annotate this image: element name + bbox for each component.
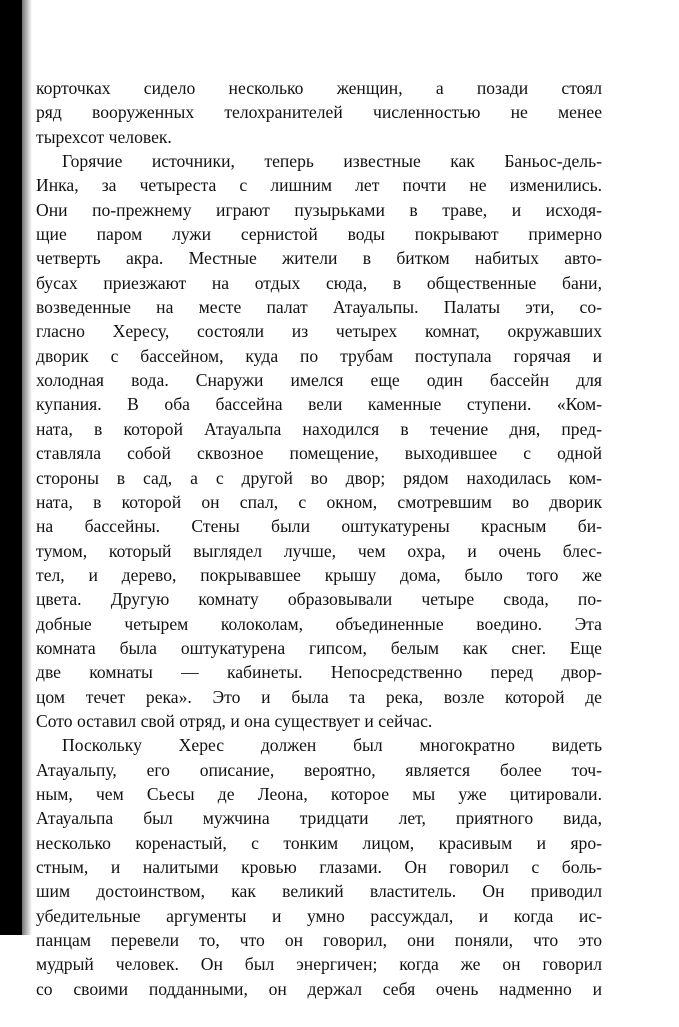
text-line: Атауальпу, его описание, вероятно, является более точ- (36, 759, 602, 780)
paragraph-first-line: Горячие источники, теперь известные как Баньос-дель- (62, 151, 602, 172)
text-line: ставляла собой сквозное помещение, выходившее с одной (36, 443, 602, 464)
text-line: убедительные аргументы и умно рассуждал, и когда ис- (36, 905, 602, 926)
text-line: цом течет река». Это и была та река, возле которой де (36, 686, 602, 707)
text-line: тел, и дерево, покрывавшее крышу дома, было того же (36, 564, 602, 585)
text-line: стным, и налитыми кровью глазами. Он говорил с боль- (36, 857, 602, 877)
scan-binding-shadow (0, 0, 22, 935)
text-line: панцам перевели то, что он говорил, они поняли, что это (36, 930, 602, 951)
text-line: ната, в которой он спал, с окном, смотревшим во дворик (36, 491, 602, 512)
text-line: шим достоинством, как великий властитель. Он приводил (36, 881, 602, 902)
text-line: цвета. Другую комнату образовывали четыре свода, по- (36, 589, 602, 610)
text-line: корточках сидело несколько женщин, а позади стоял (36, 78, 602, 98)
text-line: на бассейны. Стены были оштукатурены красным би- (36, 516, 602, 537)
text-line: гласно Хересу, состояли из четырех комнат, окружавших (36, 321, 602, 342)
text-line: Атауальпа был мужчина тридцати лет, приятного вида, (36, 808, 602, 829)
text-line: четверть акра. Местные жители в битком набитых авто- (36, 248, 602, 269)
text-line: щие паром лужи сернистой воды покрывают примерно (36, 224, 602, 245)
text-line: бусах приезжают на отдых сюда, в общественные бани, (36, 272, 602, 293)
text-line: Они по-прежнему играют пузырьками в траве, и исходя- (36, 199, 602, 220)
text-line: ряд вооруженных телохранителей численностью не менее (36, 102, 602, 123)
text-line: стороны в сад, а с другой во двор; рядом находилась ком- (36, 467, 602, 488)
text-line: купания. В оба бассейна вели каменные ступени. «Ком- (36, 394, 602, 415)
page-body-text (36, 76, 602, 1001)
text-line: Инка, за четыреста с лишним лет почти не изменились. (36, 175, 602, 196)
text-line: тырехсот человек. (36, 126, 172, 147)
text-line: тумом, который выглядел лучше, чем охра, и очень блес- (36, 540, 602, 561)
text-line: две комнаты — кабинеты. Непосредственно перед двор- (36, 662, 602, 683)
text-line: холодная вода. Снаружи имелся еще один бассейн для (36, 370, 602, 391)
text-line: несколько коренастый, с тонким лицом, красивым и яро- (36, 832, 602, 853)
text-line: Сото оставил свой отряд, и она существует и сейчас. (36, 710, 433, 731)
text-line: комната была оштукатурена гипсом, белым как снег. Еще (36, 637, 602, 658)
text-line: возведенные на месте палат Атауальпы. Палаты эти, со- (36, 297, 602, 318)
paragraph-first-line: Поскольку Херес должен был многократно видеть (62, 735, 602, 756)
text-line: ным, чем Сьесы де Леона, которое мы уже цитировали. (36, 783, 602, 804)
text-line: мудрый человек. Он был энергичен; когда же он говорил (36, 954, 602, 975)
text-line: дворик с бассейном, куда по трубам поступала горячая и (36, 345, 602, 366)
text-line: со своими подданными, он держал себя очень надменно и (36, 978, 602, 999)
text-line: ната, в которой Атауальпа находился в течение дня, пред- (36, 418, 602, 439)
text-line: добные четырем колоколам, объединенные воедино. Эта (36, 613, 602, 634)
